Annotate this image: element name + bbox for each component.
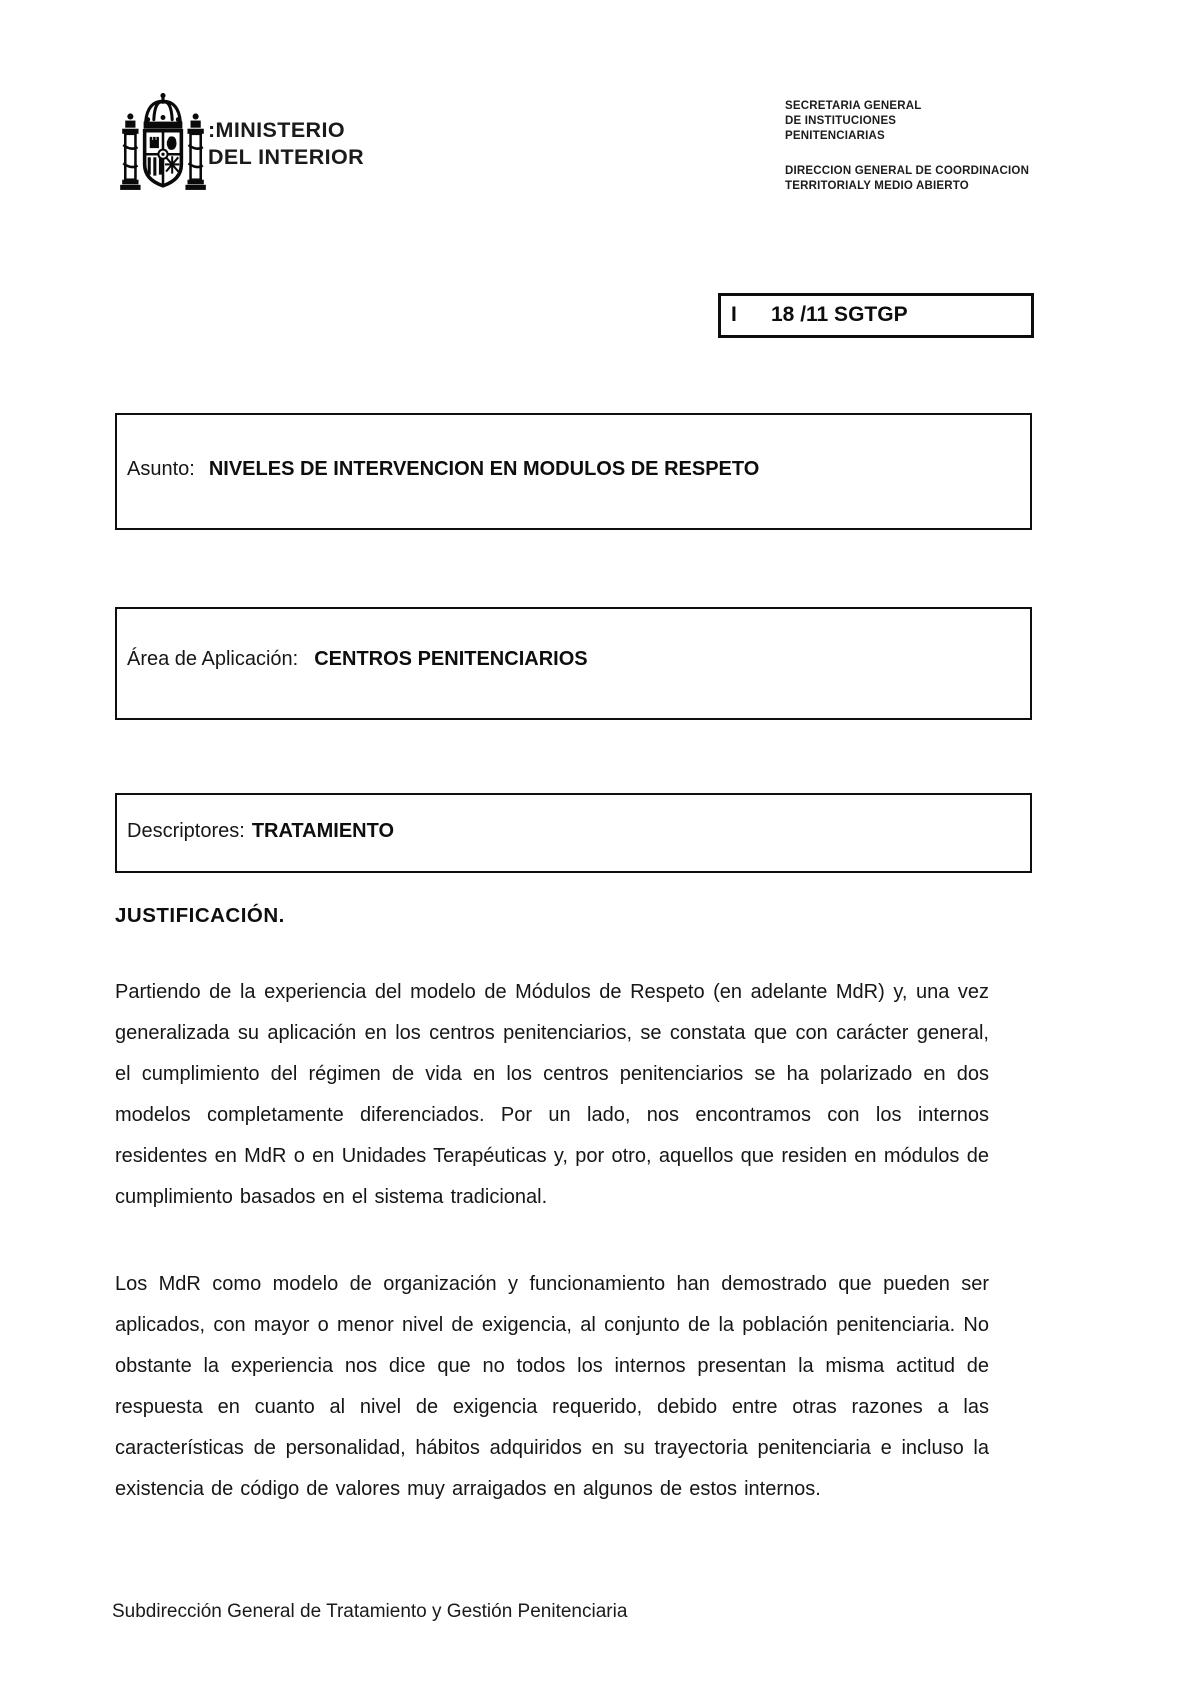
body-text <box>115 972 989 1510</box>
direccion-line1: DIRECCION GENERAL DE COORDINACION <box>785 165 1030 177</box>
descriptores-field-box <box>115 793 1032 873</box>
ministry-title-line1: :MINISTERIO <box>208 118 345 142</box>
reference-prefix: I <box>731 303 737 326</box>
descriptores-label: Descriptores: <box>127 820 245 842</box>
justificacion-heading: JUSTIFICACIÓN. <box>115 904 285 927</box>
direccion-general-block <box>785 164 1029 194</box>
area-aplicacion-field-line <box>127 648 588 671</box>
reference-number-box <box>718 293 1034 338</box>
asunto-value: NIVELES DE INTERVENCION EN MODULOS DE RESPETO <box>208 458 760 480</box>
ministry-title-line2: DEL INTERIOR <box>208 145 365 169</box>
asunto-label: Asunto: <box>127 458 195 480</box>
footer-department: Subdirección General de Tratamiento y Gestión Penitenciaria <box>112 1601 628 1622</box>
reference-code: 18 /11 SGTGP <box>771 303 908 326</box>
paragraph-2: Los MdR como modelo de organización y funcionamiento han demostrado que pueden ser aplicados, con mayor o menor nivel de exigencia, al conjunto de la población penitenciaria. No obstante la experiencia nos dice que no todos los internos presentan la misma actitud de respuesta en cuanto al nivel de exigencia requerido, debido entre otras razones a las características de personalidad, hábitos adquiridos en su trayectoria penitenciaria e incluso la existencia de código de valores muy arraigados en algunos de estos internos. <box>115 1273 989 1500</box>
paragraph-1: Partiendo de la experiencia del modelo de Módulos de Respeto (en adelante MdR) y, una vez generalizada su aplicación en los centros penitenciarios, se constata que con carácter general, el cumplimiento del régimen de vida en los centros penitenciarios se ha polarizado en dos modelos completamente diferenciados. Por un lado, nos encontramos con los internos residentes en MdR o en Unidades Terapéuticas y, por otro, aquellos que residen en módulos de cumplimiento basados en el sistema tradicional. <box>115 981 989 1208</box>
ministry-title <box>208 117 364 171</box>
secretaria-general-block <box>785 99 922 144</box>
direccion-line2: TERRITORIALY MEDIO ABIERTO <box>785 180 969 192</box>
descriptores-value: TRATAMIENTO <box>251 820 395 842</box>
area-aplicacion-field-box <box>115 607 1032 720</box>
asunto-field-line <box>127 458 759 481</box>
secretaria-line1: SECRETARIA GENERAL <box>785 100 922 112</box>
spain-coat-of-arms-icon <box>114 92 212 194</box>
asunto-field-box <box>115 413 1032 530</box>
secretaria-line3: PENITENCIARIAS <box>785 130 885 142</box>
descriptores-field-line <box>127 820 394 843</box>
secretaria-line2: DE INSTITUCIONES <box>785 115 897 127</box>
area-aplicacion-value: CENTROS PENITENCIARIOS <box>314 648 588 670</box>
area-aplicacion-label: Área de Aplicación: <box>127 648 299 670</box>
